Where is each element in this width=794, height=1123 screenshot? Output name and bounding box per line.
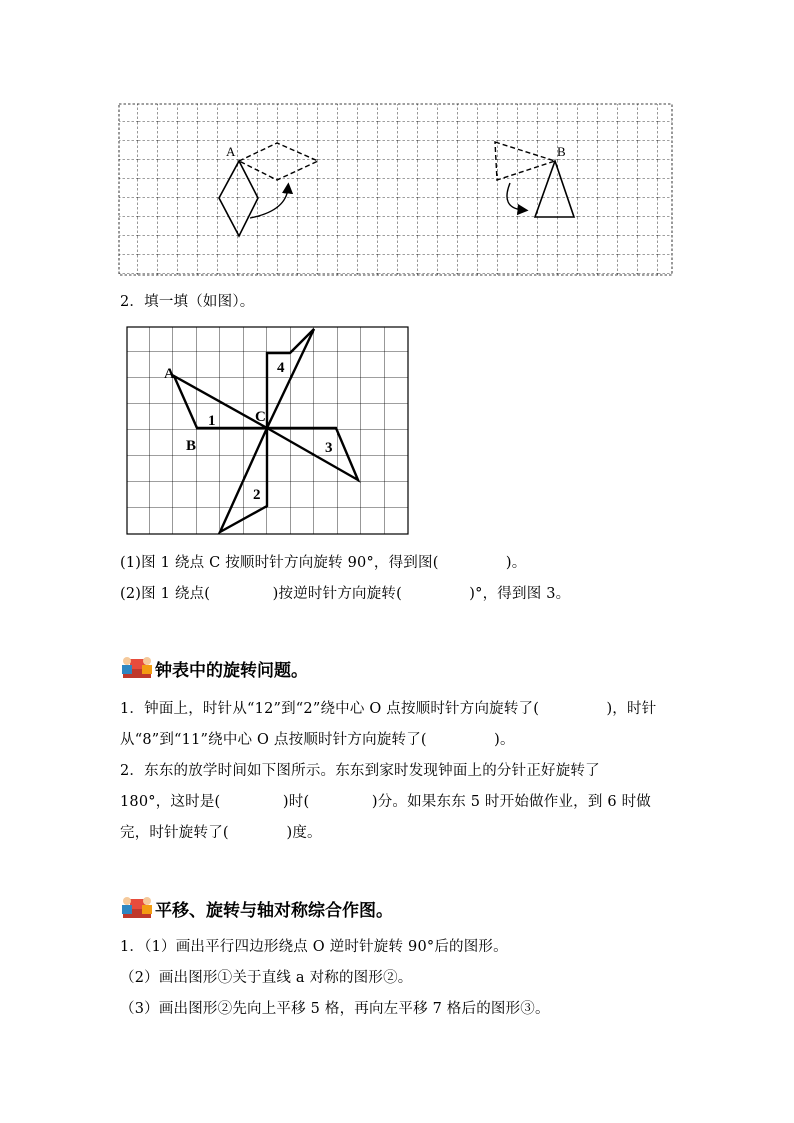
label-c: C bbox=[255, 409, 266, 425]
combo-line-2: （2）画出图形①关于直线 a 对称的图形②。 bbox=[120, 970, 413, 986]
label-b: B bbox=[186, 438, 197, 454]
rotation-grid-figure bbox=[118, 103, 674, 276]
reading-kids-icon bbox=[120, 893, 154, 921]
label-4: 4 bbox=[277, 360, 285, 376]
reading-kids-icon bbox=[120, 653, 154, 681]
clock-line-5: 完，时针旋转了( )度。 bbox=[120, 825, 322, 841]
clock-line-1: 1．钟面上，时针从“12”到“2”绕中心 O 点按顺时针方向旋转了( )，时针 bbox=[120, 701, 657, 717]
label-b-top: B bbox=[557, 144, 566, 159]
label-3: 3 bbox=[325, 440, 333, 456]
label-1: 1 bbox=[208, 413, 216, 429]
combo-line-3: （3）画出图形②先向上平移 5 格，再向左平移 7 格后的图形③。 bbox=[120, 1001, 550, 1017]
q2-title: 2．填一填（如图）。 bbox=[120, 294, 255, 310]
clock-line-3: 2．东东的放学时间如下图所示。东东到家时发现钟面上的分针正好旋转了 bbox=[120, 763, 600, 779]
q2-line-2: (2)图 1 绕点( )按逆时针方向旋转( )°，得到图 3。 bbox=[120, 586, 571, 602]
combo-line-1: 1．（1）画出平行四边形绕点 O 逆时针旋转 90°后的图形。 bbox=[120, 939, 508, 955]
label-a: A bbox=[164, 366, 175, 382]
label-a-top: A bbox=[226, 144, 236, 159]
clock-line-2: 从“8”到“11”绕中心 O 点按顺时针方向旋转了( )。 bbox=[120, 732, 515, 748]
label-2: 2 bbox=[253, 487, 261, 503]
clock-line-4: 180°，这时是( )时( )分。如果东东 5 时开始做作业，到 6 时做 bbox=[120, 794, 651, 810]
section-heading-clock: 钟表中的旋转问题。 bbox=[155, 661, 308, 681]
section-heading-combo: 平移、旋转与轴对称综合作图。 bbox=[155, 901, 393, 921]
pinwheel-grid-figure bbox=[126, 326, 410, 536]
q2-line-1: (1)图 1 绕点 C 按顺时针方向旋转 90°，得到图( )。 bbox=[120, 555, 527, 571]
